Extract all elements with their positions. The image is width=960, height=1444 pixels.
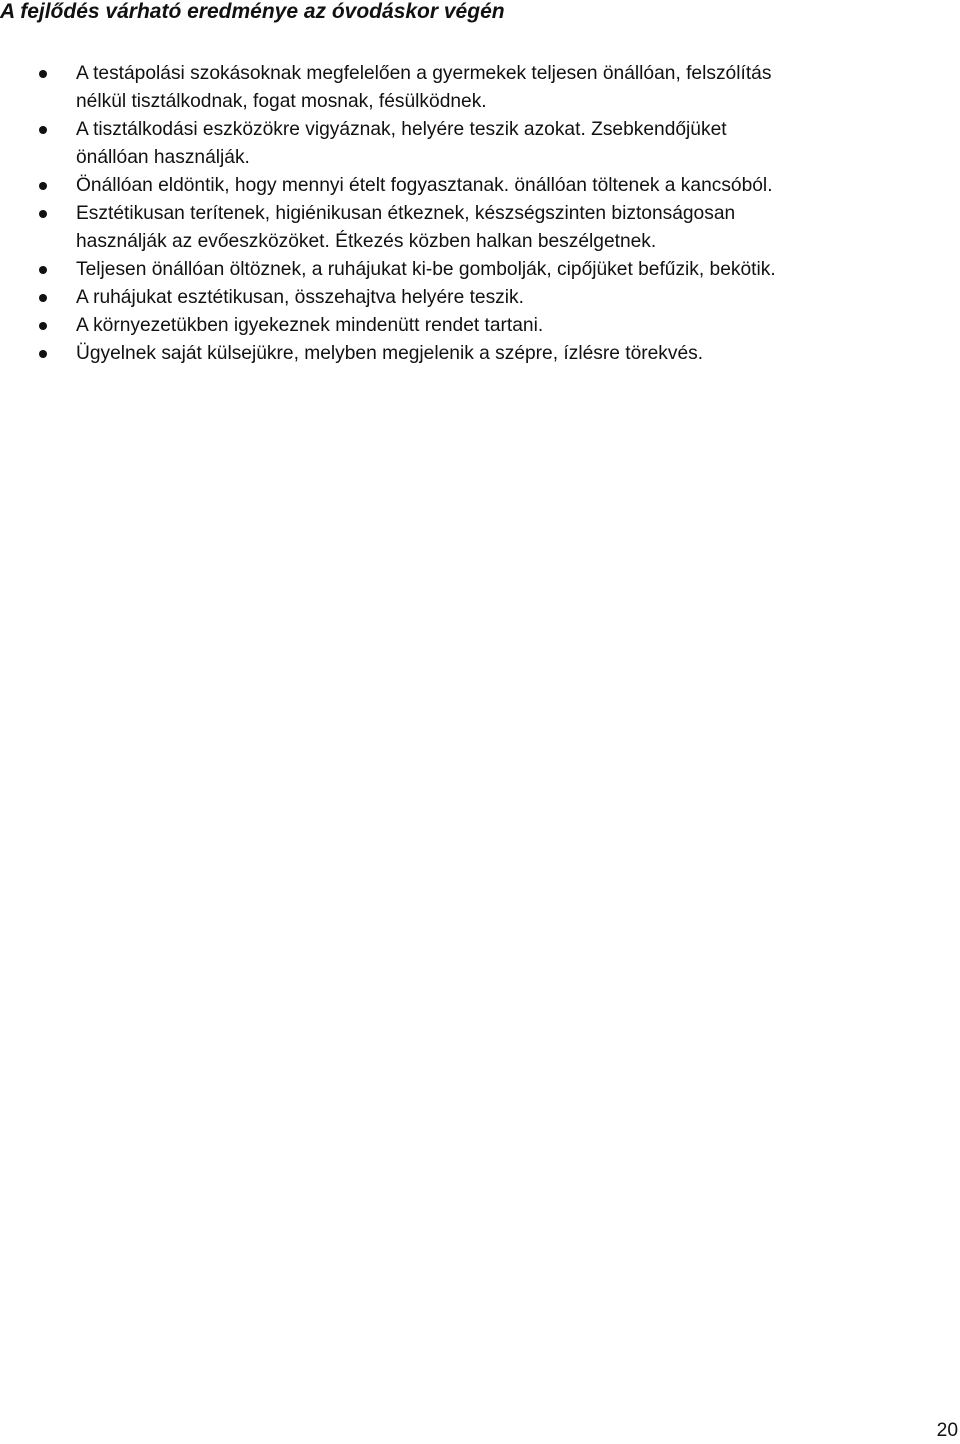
bullet-icon bbox=[39, 266, 47, 274]
list-item-line: nélkül tisztálkodnak, fogat mosnak, fésülködnek. bbox=[76, 91, 487, 112]
bullet-list bbox=[0, 60, 940, 368]
list-item-line: Ügyelnek saját külsejükre, melyben megjelenik a szépre, ízlésre törekvés. bbox=[76, 343, 704, 364]
bullet-icon bbox=[39, 322, 47, 330]
list-item-line: Esztétikusan terítenek, higiénikusan étkeznek, készségszinten biztonságosan bbox=[76, 203, 736, 224]
list-item bbox=[0, 284, 940, 312]
list-item bbox=[0, 340, 940, 368]
list-item bbox=[0, 60, 940, 116]
list-item-line: A ruhájukat esztétikusan, összehajtva helyére teszik. bbox=[76, 287, 524, 308]
bullet-icon bbox=[39, 294, 47, 302]
bullet-icon bbox=[39, 210, 47, 218]
list-item-line: használják az evőeszközöket. Étkezés közben halkan beszélgetnek. bbox=[76, 231, 657, 252]
list-item-line: A testápolási szokásoknak megfelelően a gyermekek teljesen önállóan, felszólítás bbox=[76, 63, 772, 84]
list-item-line: Önállóan eldöntik, hogy mennyi ételt fogyasztanak. önállóan töltenek a kancsóból. bbox=[76, 175, 773, 196]
list-item bbox=[0, 172, 940, 200]
page-number: 20 bbox=[936, 1420, 958, 1441]
bullet-icon bbox=[39, 182, 47, 190]
bullet-icon bbox=[39, 126, 47, 134]
list-item bbox=[0, 200, 940, 256]
list-item-line: A környezetükben igyekeznek mindenütt rendet tartani. bbox=[76, 315, 544, 336]
list-item bbox=[0, 116, 940, 172]
list-item bbox=[0, 312, 940, 340]
list-item-line: A tisztálkodási eszközökre vigyáznak, helyére teszik azokat. Zsebkendőjüket bbox=[76, 119, 727, 140]
section-heading: A fejlődés várható eredménye az óvodáskor végén bbox=[0, 0, 505, 23]
bullet-icon bbox=[39, 350, 47, 358]
list-item bbox=[0, 256, 940, 284]
bullet-icon bbox=[39, 70, 47, 78]
list-item-line: Teljesen önállóan öltöznek, a ruhájukat ki-be gombolják, cipőjüket befűzik, bekötik. bbox=[76, 259, 776, 280]
list-item-line: önállóan használják. bbox=[76, 147, 250, 168]
